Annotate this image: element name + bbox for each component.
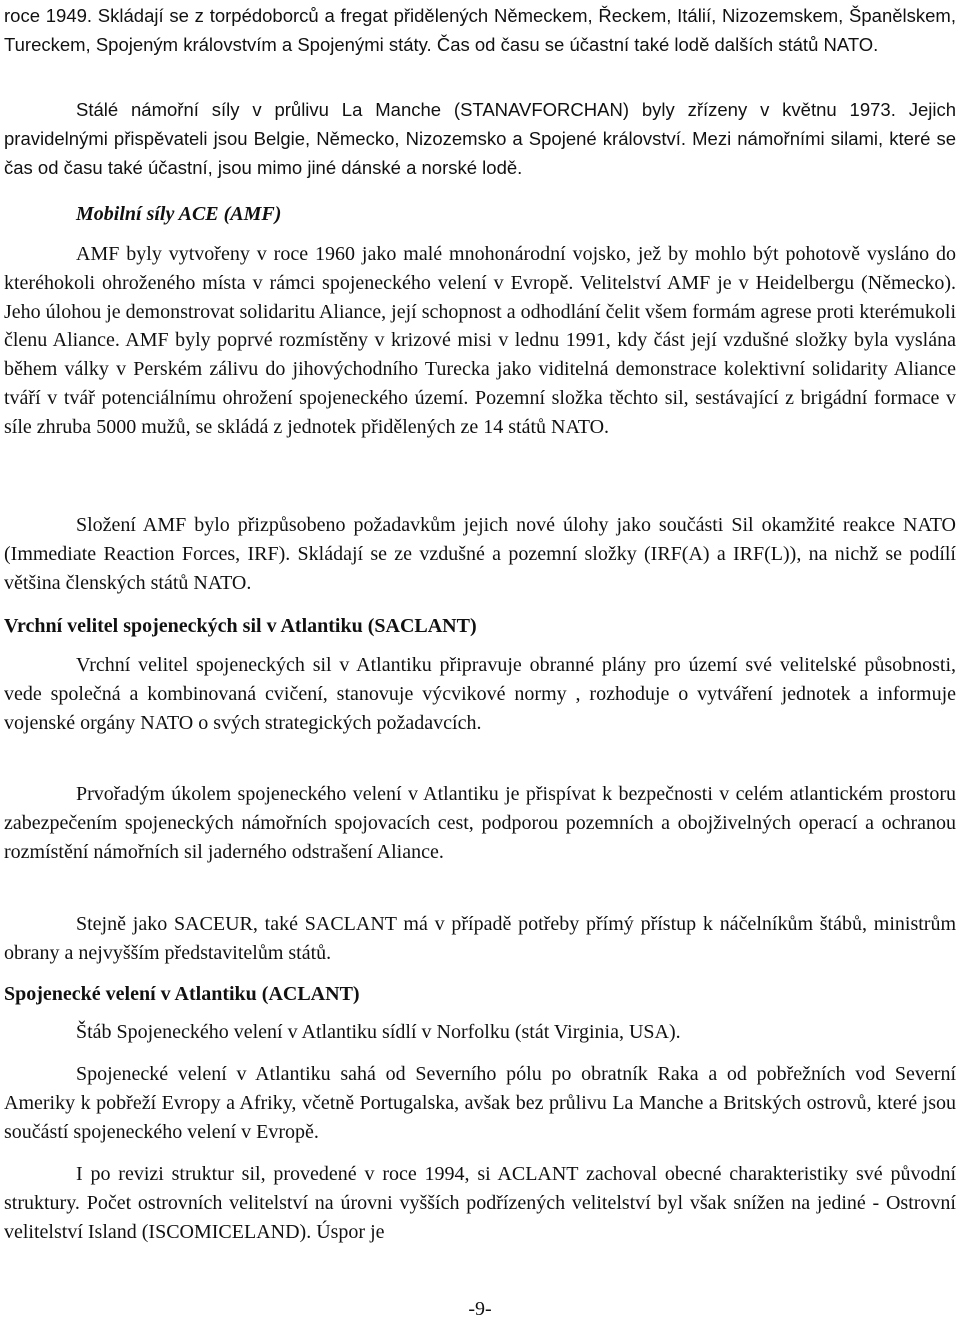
paragraph-saclant-access: Stejně jako SACEUR, také SACLANT má v případě potřeby přímý přístup k náčelníkům štábů, ministrům obrany a nejvyšším představitelům států.: [4, 913, 956, 964]
paragraph-aclant-area: Spojenecké velení v Atlantiku sahá od Severního pólu po obratník Raka a od pobřežních vod Severní Ameriky k pobřeží Evropy a Afriky, včetně Portugalska, avšak bez průlivu La Manche a Britských ostrovů, které jsou součástí spojeneckého velení v Evropě.: [4, 1063, 956, 1143]
paragraph-aclant-structure: I po revizi struktur sil, provedené v roce 1994, si ACLANT zachoval obecné charakteristiky své původní struktury. Počet ostrovních velitelství na úrovni vyšších podřízených velitelství byl však snížen na jediné - Ostrovní velitelství Island (ISCOMICELAND). Úspor je: [4, 1163, 956, 1243]
paragraph-striking-fleet-continued: roce 1949. Skládají se z torpédoborců a fregat přidělených Německem, Řeckem, Itálií, Nizozemskem, Španělskem, Tureckem, Spojeným královstvím a Spojenými státy. Čas od času se účastní také lodě dalších států NATO.: [4, 5, 956, 55]
section-heading-aclant: Spojenecké velení v Atlantiku (ACLANT): [4, 983, 360, 1005]
paragraph-saclant-task: Prvořadým úkolem spojeneckého velení v Atlantiku je přispívat k bezpečnosti v celém atlantickém prostoru zabezpečením spojeneckých námořních spojovacích cest, podporou pozemních a obojživelných operací a ochranou rozmístění námořních sil jaderného odstrašení Aliance.: [4, 783, 956, 863]
section-heading-amf: Mobilní síly ACE (AMF): [76, 203, 282, 225]
section-heading-saclant: Vrchní velitel spojeneckých sil v Atlantiku (SACLANT): [4, 615, 477, 637]
paragraph-stanavforchan: Stálé námořní síly v průlivu La Manche (STANAVFORCHAN) byly zřízeny v květnu 1973. Jejich pravidelnými přispěvateli jsou Belgie, Německo, Nizozemsko a Spojené království. Mezi námořními silami, které se čas od času také účastní, jsou mimo jiné dánské a norské lodě.: [4, 99, 956, 178]
page-number: -9-: [468, 1298, 492, 1320]
paragraph-aclant-hq: Štáb Spojeneckého velení v Atlantiku sídlí v Norfolku (stát Virginia, USA).: [76, 1021, 681, 1043]
paragraph-saclant-role: Vrchní velitel spojeneckých sil v Atlantiku připravuje obranné plány pro území své velitelské působnosti, vede společná a kombinovaná cvičení, stanovuje výcvikové normy , rozhoduje o vytváření jednotek a informuje vojenské orgány NATO o svých strategických požadavcích.: [4, 654, 956, 734]
paragraph-amf-description: AMF byly vytvořeny v roce 1960 jako malé mnohonárodní vojsko, jež by mohlo být pohotově vysláno do kteréhokoli ohroženého místa v rámci spojeneckého velení v Evropě. Velitelství AMF je v Heidelbergu (Německo). Jeho úlohou je demonstrovat solidaritu Aliance, její schopnost a odhodlání čelit všem formám agrese proti kterémukoli členu Aliance. AMF byly poprvé rozmístěny v krizové misi v lednu 1991, kdy část její vzdušné složky byla vyslána během války v Perském zálivu do jihovýchodního Turecka jako viditelná demonstrace kolektivní solidarity Aliance tváří v tvář potenciálnímu ohrožení spojeneckého území. Pozemní složka těchto sil, sestávající z brigádní formace v síle zhruba 5000 mužů, se skládá z jednotek přidělených ze 14 států NATO.: [4, 243, 957, 438]
paragraph-amf-composition: Složení AMF bylo přizpůsobeno požadavkům jejich nové úlohy jako součásti Sil okamžité reakce NATO (Immediate Reaction Forces, IRF). Skládají se ze vzdušné a pozemní složky (IRF(A) a IRF(L)), na nichž se podílí většina členských států NATO.: [4, 514, 956, 594]
